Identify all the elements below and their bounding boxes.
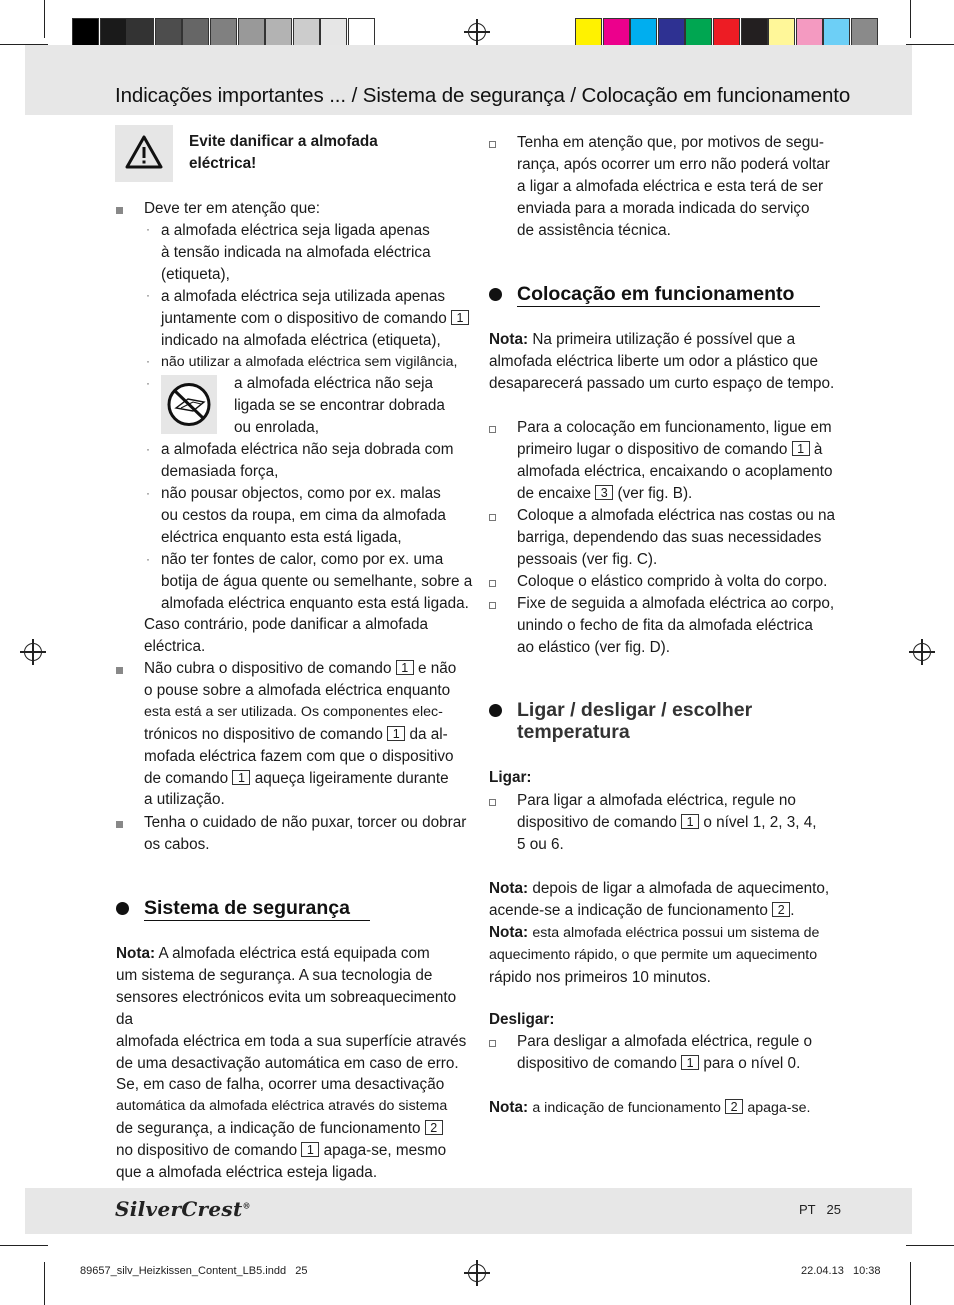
reference-number-box: 2 [725,1099,743,1114]
bullet-text: Para desligar a almofada eléctrica, regule o dispositivo de comando 1 para o nível 0. [517,1033,813,1072]
color-swatch [575,18,602,46]
section-bullet-icon [116,902,129,915]
registration-mark-icon [468,23,486,41]
section-bullet-icon [489,704,502,717]
checkbox-bullet-icon [489,1040,496,1047]
file-slug: 89657_silv_Heizkissen_Content_LB5.indd 25 [80,1265,308,1277]
bullet-text: Tenha em atenção que, por motivos de segu- rança, após ocorrer um erro não poderá voltar a ligar a almofada eléctrica e esta terá de ser enviada para a morada indicada do serviço de assistência técnica. [517,134,830,239]
reference-number-box: 2 [425,1120,443,1135]
section-heading: Ligar / desligar / escolher temperatura [517,699,753,743]
bullet-text: Para a colocação em funcionamento, ligue em primeiro lugar o dispositivo de comando 1 à almofada eléctrica, encaixando o acoplamento de encaixe 3 (ver fig. B). [517,419,833,502]
color-swatch [238,18,265,46]
sub-bullet-dot: · [146,354,150,368]
checkbox-bullet-icon [489,580,496,587]
sub-bullet-text: não pousar objectos, como por ex. malas ou cestos da roupa, em cima da almofada eléctrica enquanto esta está ligada, [161,485,446,546]
warning-box [115,125,173,182]
sub-bullet-dot: · [146,442,150,456]
sub-bullet-text: a almofada eléctrica seja ligada apenas à tensão indicada na almofada eléctrica (etiqueta), [161,222,431,283]
crop-mark [44,0,45,38]
bullet-square-icon [116,207,123,214]
reference-number-box: 1 [681,1055,699,1070]
bullet-text: Coloque o elástico comprido à volta do corpo. [517,573,828,590]
subheading: Desligar: [489,1011,555,1028]
bullet-text: Tenha o cuidado de não puxar, torcer ou dobrar os cabos. [144,814,467,853]
checkbox-bullet-icon [489,602,496,609]
registration-mark-icon [468,1264,486,1282]
reference-number-box: 1 [301,1142,319,1157]
color-swatch [265,18,292,46]
reference-number-box: 1 [681,814,699,829]
bullet-text: Coloque a almofada eléctrica nas costas ou na barriga, dependendo das suas necessidades pessoais (ver fig. C). [517,507,836,568]
sub-bullet-text: a almofada eléctrica não seja ligada se se encontrar dobrada ou enrolada, [234,375,445,436]
color-swatch [348,18,375,46]
color-swatch [155,18,182,46]
sub-bullet-dot: · [146,486,150,500]
reference-number-box: 1 [396,660,414,675]
section-heading: Colocação em funcionamento [517,283,795,305]
sub-bullet-dot: · [146,552,150,566]
sub-bullet-text: a almofada eléctrica não seja dobrada com demasiada força, [161,441,454,480]
page-title: Indicações importantes ... / Sistema de segurança / Colocação em funcionamento [115,84,851,107]
color-swatch [713,18,740,46]
page-number: PT 25 [799,1202,841,1217]
section-heading: Sistema de segurança [144,897,350,919]
checkbox-bullet-icon [489,514,496,521]
reference-number-box: 3 [595,485,613,500]
bullet-text: Deve ter em atenção que: [144,200,321,217]
reference-number-box: 2 [772,902,790,917]
reference-number-box: 1 [792,441,810,456]
checkbox-bullet-icon [489,799,496,806]
checkbox-bullet-icon [489,141,496,148]
safety-note: Nota: A almofada eléctrica está equipada com um sistema de segurança. A sua tecnologia de sensores electrónicos evita um sobreaquecimento da almofada eléctrica em toda a sua superfície através de uma desactivação automática em caso de erro. Se, em caso de falha, ocorrer uma desactivação automática da almofada eléctrica através do sistema de segurança, a indicação de funcionamento 2 no dispositivo de comando 1 apaga-se, mesmo que a almofada eléctrica esteja ligada. [116,945,467,1182]
color-swatch [851,18,878,46]
sub-bullet-dot: · [146,288,150,302]
subheading: Ligar: [489,769,532,786]
color-swatch [72,18,99,46]
operation-note: Nota: Na primeira utilização é possível que a almofada eléctrica liberte um odor a plástico que desaparecerá passado um curto espaço de tempo. [489,331,835,392]
color-swatch [630,18,657,46]
sub-bullet-text: não ter fontes de calor, como por ex. uma botija de água quente ou semelhante, sobre a almofada eléctrica enquanto esta está ligada. [161,551,473,612]
reference-number-box: 1 [387,726,405,741]
color-swatch [320,18,347,46]
heading-underline [144,920,370,921]
sub-bullet-text: não utilizar a almofada eléctrica sem vigilância, [161,354,458,370]
crop-mark [44,1262,45,1305]
color-swatch [685,18,712,46]
bullet-square-icon [116,821,123,828]
crop-mark [906,44,954,45]
color-swatch [182,18,209,46]
color-swatch [100,18,127,46]
bullet-text: Não cubra o dispositivo de comando 1 e não o pouse sobre a almofada eléctrica enquanto esta está a ser utilizada. Os componentes elec- trónicos no dispositivo de comando 1 da al- mofada eléctrica fazem com que o dispositivo de comando 1 aqueça ligeiramente durante a utilização. [144,660,457,809]
sub-bullet-dot: · [146,376,150,390]
section-bullet-icon [489,288,502,301]
crop-mark [906,1245,954,1246]
note-block: Nota: a indicação de funcionamento 2 apaga-se. [489,1099,811,1116]
color-swatch [603,18,630,46]
reference-number-box: 1 [451,310,469,325]
no-folding-icon [161,375,217,434]
crop-mark [910,0,911,38]
bullet-square-icon [116,667,123,674]
warning-triangle-icon [115,125,173,182]
color-swatch [210,18,237,46]
print-date: 22.04.13 10:38 [801,1265,881,1277]
bullet-text: Caso contrário, pode danificar a almofada eléctrica. [144,616,429,655]
bullet-text: Fixe de seguida a almofada eléctrica ao corpo, unindo o fecho de fita da almofada eléctrica ao elástico (ver fig. D). [517,595,835,656]
reference-number-box: 1 [232,770,250,785]
color-swatch [823,18,850,46]
checkbox-bullet-icon [489,426,496,433]
heading-underline [517,306,820,307]
color-swatch [796,18,823,46]
crop-mark [910,1262,911,1305]
color-swatch [658,18,685,46]
note-block: Nota: depois de ligar a almofada de aquecimento, acende-se a indicação de funcionamento 2 . Nota: esta almofada eléctrica possui um sistema de aquecimento rápido, o que permite um aquecimento rápido nos primeiros 10 minutos. [489,880,830,986]
brand-logo: SilverCrest® [115,1197,251,1221]
registration-mark-icon [24,643,42,661]
bullet-text: Para ligar a almofada eléctrica, regule no dispositivo de comando 1 o nível 1, 2, 3, 4, 5 ou 6. [517,792,817,853]
sub-bullet-dot: · [146,222,150,236]
no-folding-icon-box [161,375,217,434]
color-swatch [293,18,320,46]
crop-mark [0,1245,48,1246]
registration-mark-icon [913,643,931,661]
color-swatch [741,18,768,46]
color-swatch [127,18,154,46]
sub-bullet-text: a almofada eléctrica seja utilizada apenas juntamente com o dispositivo de comando 1 indicado na almofada eléctrica (etiqueta), [161,286,469,352]
warning-text: Evite danificar a almofada eléctrica! [189,133,378,172]
color-swatch [768,18,795,46]
